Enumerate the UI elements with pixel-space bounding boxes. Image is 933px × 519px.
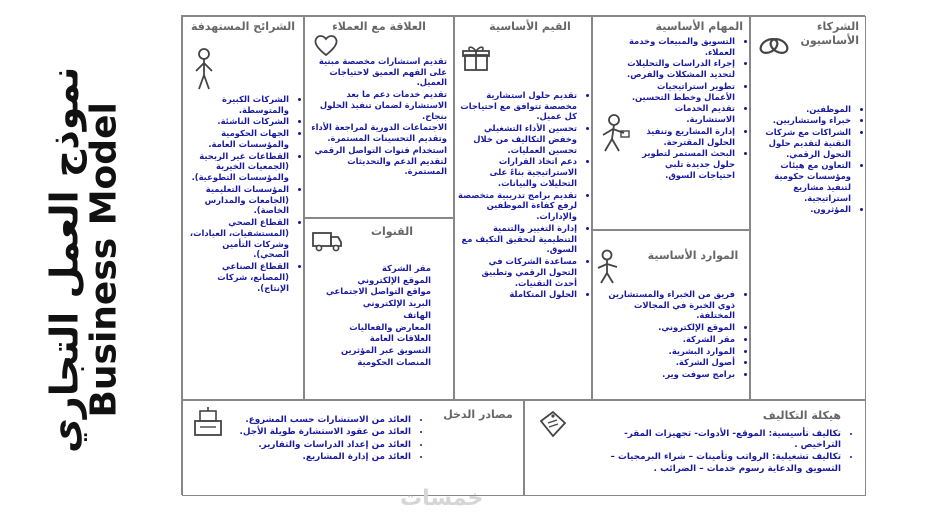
gift-box-icon <box>461 43 491 73</box>
customer-segments-cell <box>182 16 304 400</box>
list-item: الاجتماعات الدورية لمراجعة الأداء وتقديم التحسينات المستمرة. <box>311 122 447 143</box>
value-propositions-title: القيم الأساسية <box>489 20 571 33</box>
list-item: • الموارد البشرية. <box>596 346 735 357</box>
chain-links-icon <box>757 31 791 61</box>
watermark-logo: خمسات <box>400 486 484 511</box>
heart-icon <box>313 33 339 57</box>
value-propositions-list <box>455 90 591 300</box>
list-item: • الحلول المتكاملة <box>458 289 577 300</box>
list-item: • المؤثرون. <box>754 204 851 215</box>
list-item: • خبراء واستشاريين. <box>754 115 851 126</box>
delivery-truck-icon <box>311 229 343 253</box>
value-propositions-cell <box>454 16 592 400</box>
list-item: • الشركات الكبيرة والمتوسطة. <box>186 94 289 116</box>
list-item: • العائد من الاستشارات حسب المشروع. <box>218 415 411 426</box>
list-item: • البحث المستمر لتطوير حلول جديدة تلبي احتياجات السوق. <box>627 148 735 180</box>
list-item: مواقع التواصل الاجتماعي <box>326 286 431 297</box>
key-resources-list <box>593 289 749 380</box>
list-item: • تقديم الخدمات الاستشارية. <box>627 103 735 125</box>
list-item: استخدام قنوات التواصل الرقمي لتقديم الدعم والتحديثات المستمرة. <box>314 144 447 177</box>
vertical-title <box>14 60 154 460</box>
list-item: مقر الشركة <box>381 262 431 273</box>
list-item: • تطوير استراتيجيات الأعمال وخطط التحسين. <box>627 81 735 103</box>
cost-structure-title: هيكلة التكاليف <box>762 409 841 422</box>
key-activities-cell <box>592 16 750 230</box>
list-item: المنصات الحكومية <box>357 356 431 367</box>
list-item: الموقع الإلكتروني <box>357 274 431 285</box>
list-item: • العائد من إعداد الدراسات والتقارير. <box>218 440 411 451</box>
list-item: • إدارة المشاريع وتنفيذ الحلول المقترحة. <box>627 126 735 148</box>
list-item: • أصول الشركة. <box>596 357 735 368</box>
list-item: • فريق من الخبراء والمستشارين ذوي الخبرة في المجالات المختلفة. <box>596 289 735 321</box>
list-item: • المؤسسات التعليمية (الجامعات والمدارس الخاصة). <box>186 184 289 216</box>
list-item: المعارض والفعاليات <box>349 321 431 332</box>
list-item: البريد الإلكتروني <box>362 298 431 308</box>
key-resources-title: الموارد الأساسية <box>647 249 739 262</box>
list-item: • مساعدة الشركات في التحول الرقمي وتطبيق أحدث التقنيات. <box>458 256 577 288</box>
customer-relationships-cell <box>304 16 454 218</box>
list-item: • برامج سوفت وير. <box>596 369 735 380</box>
list-item: التسويق عبر المؤثرين <box>341 345 431 355</box>
list-item: • القطاعات غير الربحية (الجمعيات الخيرية والمؤسسات التطوعية). <box>186 151 289 183</box>
title-arabic: نموذج العمل التجاري <box>42 66 87 454</box>
list-item: • القطاع الصحي (المستشفيات، العيادات، وشركات التأمين الصحي). <box>186 217 289 260</box>
business-model-canvas <box>181 15 865 495</box>
key-resources-cell <box>592 230 750 400</box>
list-item: • إدارة التغيير والتنمية التنظيمية لتحقيق التكيف مع السوق. <box>458 223 577 255</box>
cost-structure-list <box>525 429 865 475</box>
key-partners-title: الشركاء الأساسيون <box>800 20 859 47</box>
list-item: الهاتف <box>403 309 431 320</box>
list-item: • تكاليف تأسيسية: الموقع- الأدوات- تجهيزات المقر- التراخيص . <box>585 429 841 452</box>
list-item: تقديم خدمات دعم ما بعد الاستشارة لضمان تنفيذ الحلول بنجاح. <box>319 89 447 121</box>
revenue-streams-cell <box>182 400 524 496</box>
revenue-streams-list <box>215 415 425 464</box>
key-partners-list <box>751 104 865 216</box>
channels-title: القنوات <box>370 225 413 238</box>
revenue-streams-title: مصادر الدخل <box>443 408 513 421</box>
price-tag-icon <box>537 409 569 439</box>
list-item: • العائد من إدارة المشاريع. <box>218 452 411 463</box>
list-item: • إجراء الدراسات والتحليلات لتحديد المشكلات والفرص. <box>627 58 735 80</box>
person-icon <box>191 47 217 91</box>
customer-relationships-title: العلاقة مع العملاء <box>332 20 426 33</box>
key-partners-cell <box>750 16 866 400</box>
list-item: • الشراكات مع شركات التقنية لتقديم حلول التحول الرقمي. <box>754 127 851 159</box>
list-item: • تقديم حلول استشارية مخصصة تتوافق مع احتياجات كل عميل. <box>458 90 577 122</box>
list-item: تقديم استشارات مخصصة مبنية على الفهم العميق لاحتياجات العميل. <box>318 55 447 88</box>
resources-worker-icon <box>595 249 623 285</box>
list-item: • الشركات الناشئة. <box>186 116 289 127</box>
list-item: • الموقع الإلكتروني. <box>596 322 735 333</box>
list-item: • مقر الشركة. <box>596 334 735 345</box>
list-item: • دعم اتخاذ القرارات الاستراتيجية بناءً على التحليلات والبيانات. <box>458 156 577 188</box>
list-item: • تكاليف تشغيلية: الرواتب وتأمينات – شراء البرمجيات – التسويق والدعاية رسوم خدمات – الضرائب . <box>585 452 841 475</box>
list-item: • العائد من عقود الاستشارة طويلة الأجل. <box>218 427 411 438</box>
cost-structure-cell <box>524 400 866 496</box>
channels-cell <box>304 218 454 400</box>
list-item: • الموظفين. <box>754 104 851 115</box>
title-english: Business Model <box>83 102 125 418</box>
list-item: • تحسين الأداء التشغيلي وخفض التكاليف من خلال تحسين العمليات. <box>458 123 577 155</box>
channels-list <box>305 263 453 368</box>
key-activities-list <box>593 36 749 181</box>
customer-segments-title: الشرائح المستهدفة <box>190 20 296 33</box>
key-activities-title: المهام الأساسية <box>655 20 743 33</box>
customer-relationships-list <box>305 56 453 177</box>
list-item: • تقديم برامج تدريبية متخصصة لرفع كفاءة الموظفين والإدارات. <box>458 190 577 222</box>
list-item: • التسويق والمبيعات وخدمة العملاء. <box>627 36 735 58</box>
list-item: • القطاع الصناعي (المصانع، شركات الإنتاج). <box>186 261 289 293</box>
list-item: العلاقات العامة <box>369 333 431 344</box>
worker-icon <box>597 113 631 153</box>
customer-segments-list <box>183 94 303 294</box>
list-item: • الجهات الحكومية والمؤسسات العامة. <box>186 128 289 150</box>
list-item: • التعاون مع هيئات ومؤسسات حكومية لتنفيذ مشاريع استراتيجية. <box>754 160 851 203</box>
